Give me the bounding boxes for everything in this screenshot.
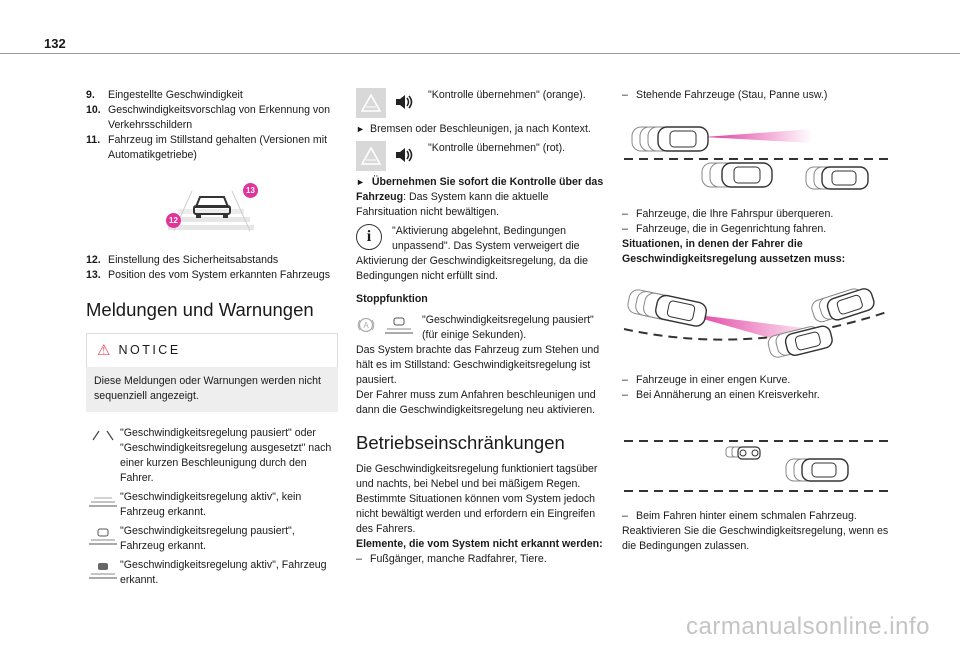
column-2 [356, 88, 608, 567]
list-item: 12. Einstellung des Sicherheitsabstands [86, 254, 279, 266]
list-item: 13. Position des vom System erkannten Fahrzeugs [86, 269, 330, 281]
notice-label: NOTICE [118, 343, 181, 357]
notice-box [86, 333, 338, 412]
list-item: 9. Eingestellte Geschwindigkeit [86, 89, 243, 101]
arrow-item: ► Bremsen oder Beschleunigen, ja nach Kontext. [356, 123, 591, 135]
list-item: 11. Fahrzeug im Stillstand gehalten (Versionen mit Automatikgetriebe) [86, 134, 328, 161]
alert-red: "Kontrolle übernehmen" (rot). [356, 141, 608, 171]
list-item: – Bei Annäherung an einen Kreisverkehr. [622, 389, 820, 401]
alert-orange: "Kontrolle übernehmen" (orange). [356, 88, 608, 118]
road-no-vehicle-icon [86, 490, 120, 520]
callout-13: 13 [243, 183, 258, 198]
situations-heading: Situationen, in denen der Fahrer die Geschwindigkeitsregelung aussetzen muss: [622, 238, 846, 265]
callout-12: 12 [166, 213, 181, 228]
stop-text: Das System brachte das Fahrzeug zum Stehen und hält es im Stillstand: Geschwindigkeitsregelung ist pausiert. [356, 344, 600, 386]
section-heading: Betriebseinschränkungen [356, 432, 565, 453]
road-vehicle-outline-icon [384, 313, 422, 343]
list-item: – Beim Fahren hinter einem schmalen Fahrzeug. [622, 510, 857, 522]
distance-display-illustration [164, 183, 260, 235]
message-3: "Geschwindigkeitsregelung pausiert", Fahrzeug erkannt. [86, 524, 338, 554]
list-item: 10. Geschwindigkeitsvorschlag von Erkennung von Verkehrsschildern [86, 104, 331, 131]
column-3 [622, 88, 892, 554]
list-item: – Fahrzeuge, die in Gegenrichtung fahren. [622, 223, 827, 235]
list-item: – Fahrzeuge, die Ihre Fahrspur überqueren. [622, 208, 834, 220]
stationary-vehicles-illustration [622, 115, 892, 197]
page-number: 132 [44, 36, 66, 51]
svg-text:A: A [363, 321, 369, 330]
list-item: – Fahrzeuge in einer engen Kurve. [622, 374, 791, 386]
limitations-text: Die Geschwindigkeitsregelung funktioniert tagsüber und nachts, bei Nebel und bei mäßigem Regen. Bestimmte Situationen können vom System jedoch nicht bewältigt werden und erfordern ein Eingreifen des Fahrers. [356, 463, 598, 535]
road-vehicle-filled-icon [86, 558, 120, 588]
hazard-icon [356, 141, 386, 171]
section-heading: Meldungen und Warnungen [86, 299, 314, 320]
header-rule [0, 53, 960, 54]
road-vehicle-outline-icon [86, 524, 120, 554]
narrow-vehicle-illustration [622, 429, 892, 499]
lane-lines-icon [86, 426, 120, 486]
hazard-icon [356, 88, 386, 118]
info-message: i "Aktivierung abgelehnt, Bedingungen unpassend". Das System verweigert die Aktivierung der Geschwindigkeitsregelung, da die Bedingungen nicht erfüllt sind. [356, 225, 589, 282]
notice-header [86, 333, 338, 367]
sound-icon [394, 141, 418, 171]
list-item: – Stehende Fahrzeuge (Stau, Panne usw.) [622, 89, 828, 101]
watermark: carmanualsonline.info [686, 613, 930, 640]
sound-icon [394, 88, 418, 118]
info-icon: i [356, 224, 382, 250]
subheading: Stoppfunktion [356, 293, 428, 305]
not-detected-heading: Elemente, die vom System nicht erkannt werden: [356, 538, 603, 550]
final-note: Reaktivieren Sie die Geschwindigkeitsregelung, wenn es die Bedingungen zulassen. [622, 525, 889, 552]
arrow-item-bold: ► Übernehmen Sie sofort die Kontrolle über das Fahrzeug: Das System kann die aktuelle Fahrsituation nicht bewältigen. [356, 176, 604, 218]
message-1: "Geschwindigkeitsregelung pausiert" oder "Geschwindigkeitsregelung ausgesetzt" nach einer kurzen Beschleunigung durch den Fahrer. [86, 426, 338, 486]
list-item: – Fußgänger, manche Radfahrer, Tiere. [356, 553, 547, 565]
stop-message: A "Geschwindigkeitsregelung pausiert" (für einige Sekunden). [356, 313, 608, 343]
notice-text: Diese Meldungen oder Warnungen werden nicht sequenziell angezeigt. [94, 375, 321, 402]
message-4: "Geschwindigkeitsregelung aktiv", Fahrzeug erkannt. [86, 558, 338, 588]
warning-icon: ⚠ [97, 342, 111, 359]
stop-text-2: Der Fahrer muss zum Anfahren beschleunigen und dann die Geschwindigkeitsregelung neu aktivieren. [356, 389, 596, 416]
curve-illustration [622, 285, 892, 365]
message-2: "Geschwindigkeitsregelung aktiv", kein Fahrzeug erkannt. [86, 490, 338, 520]
column-1 [86, 88, 338, 588]
a-circle-icon [356, 313, 384, 343]
